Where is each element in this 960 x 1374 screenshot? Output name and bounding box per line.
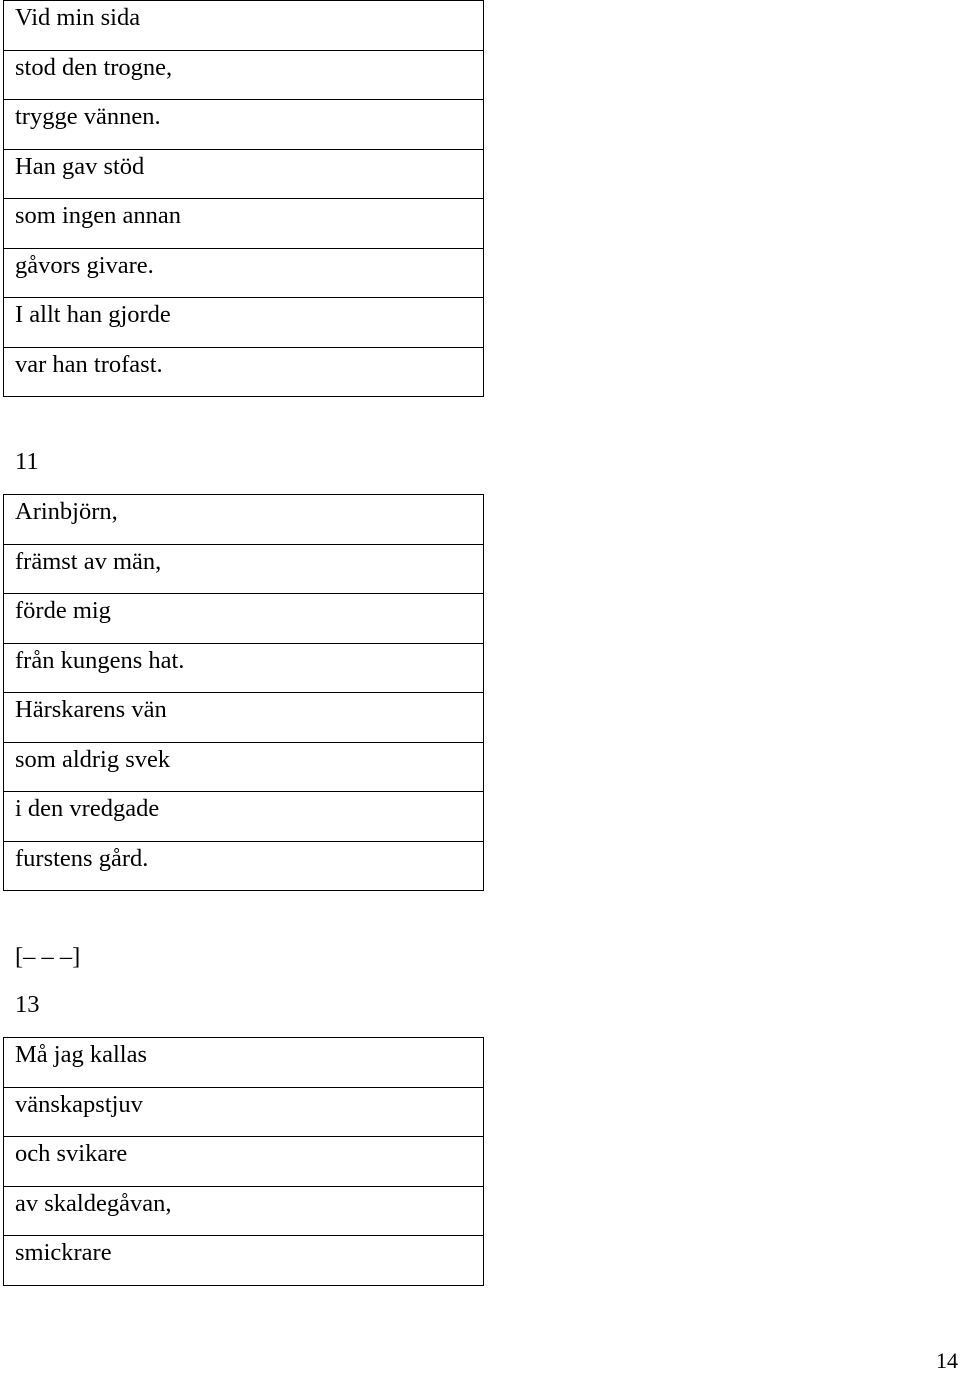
verse-line: vänskapstjuv bbox=[4, 1088, 483, 1138]
stanza-2 bbox=[3, 494, 484, 891]
verse-line: trygge vännen. bbox=[4, 100, 483, 150]
verse-line: i den vredgade bbox=[4, 792, 483, 842]
verse-line: furstens gård. bbox=[4, 842, 483, 892]
stanza-3-number: 13 bbox=[15, 991, 40, 1018]
verse-line: stod den trogne, bbox=[4, 51, 483, 101]
verse-line: var han trofast. bbox=[4, 348, 483, 398]
verse-line: från kungens hat. bbox=[4, 644, 483, 694]
verse-line: och svikare bbox=[4, 1137, 483, 1187]
stanza-1 bbox=[3, 0, 484, 397]
verse-line: Må jag kallas bbox=[4, 1038, 483, 1088]
verse-line: förde mig bbox=[4, 594, 483, 644]
verse-line: som ingen annan bbox=[4, 199, 483, 249]
verse-line: Vid min sida bbox=[4, 1, 483, 51]
verse-line: I allt han gjorde bbox=[4, 298, 483, 348]
verse-line: som aldrig svek bbox=[4, 743, 483, 793]
page-number: 14 bbox=[936, 1348, 958, 1373]
verse-line: Arinbjörn, bbox=[4, 495, 483, 545]
lacuna-marker: [– – –] bbox=[15, 943, 81, 970]
verse-line: främst av män, bbox=[4, 545, 483, 595]
stanza-3 bbox=[3, 1037, 484, 1286]
verse-line: Han gav stöd bbox=[4, 150, 483, 200]
verse-line: av skaldegåvan, bbox=[4, 1187, 483, 1237]
verse-line: smickrare bbox=[4, 1236, 483, 1286]
stanza-2-number: 11 bbox=[15, 448, 39, 475]
verse-line: gåvors givare. bbox=[4, 249, 483, 299]
verse-line: Härskarens vän bbox=[4, 693, 483, 743]
